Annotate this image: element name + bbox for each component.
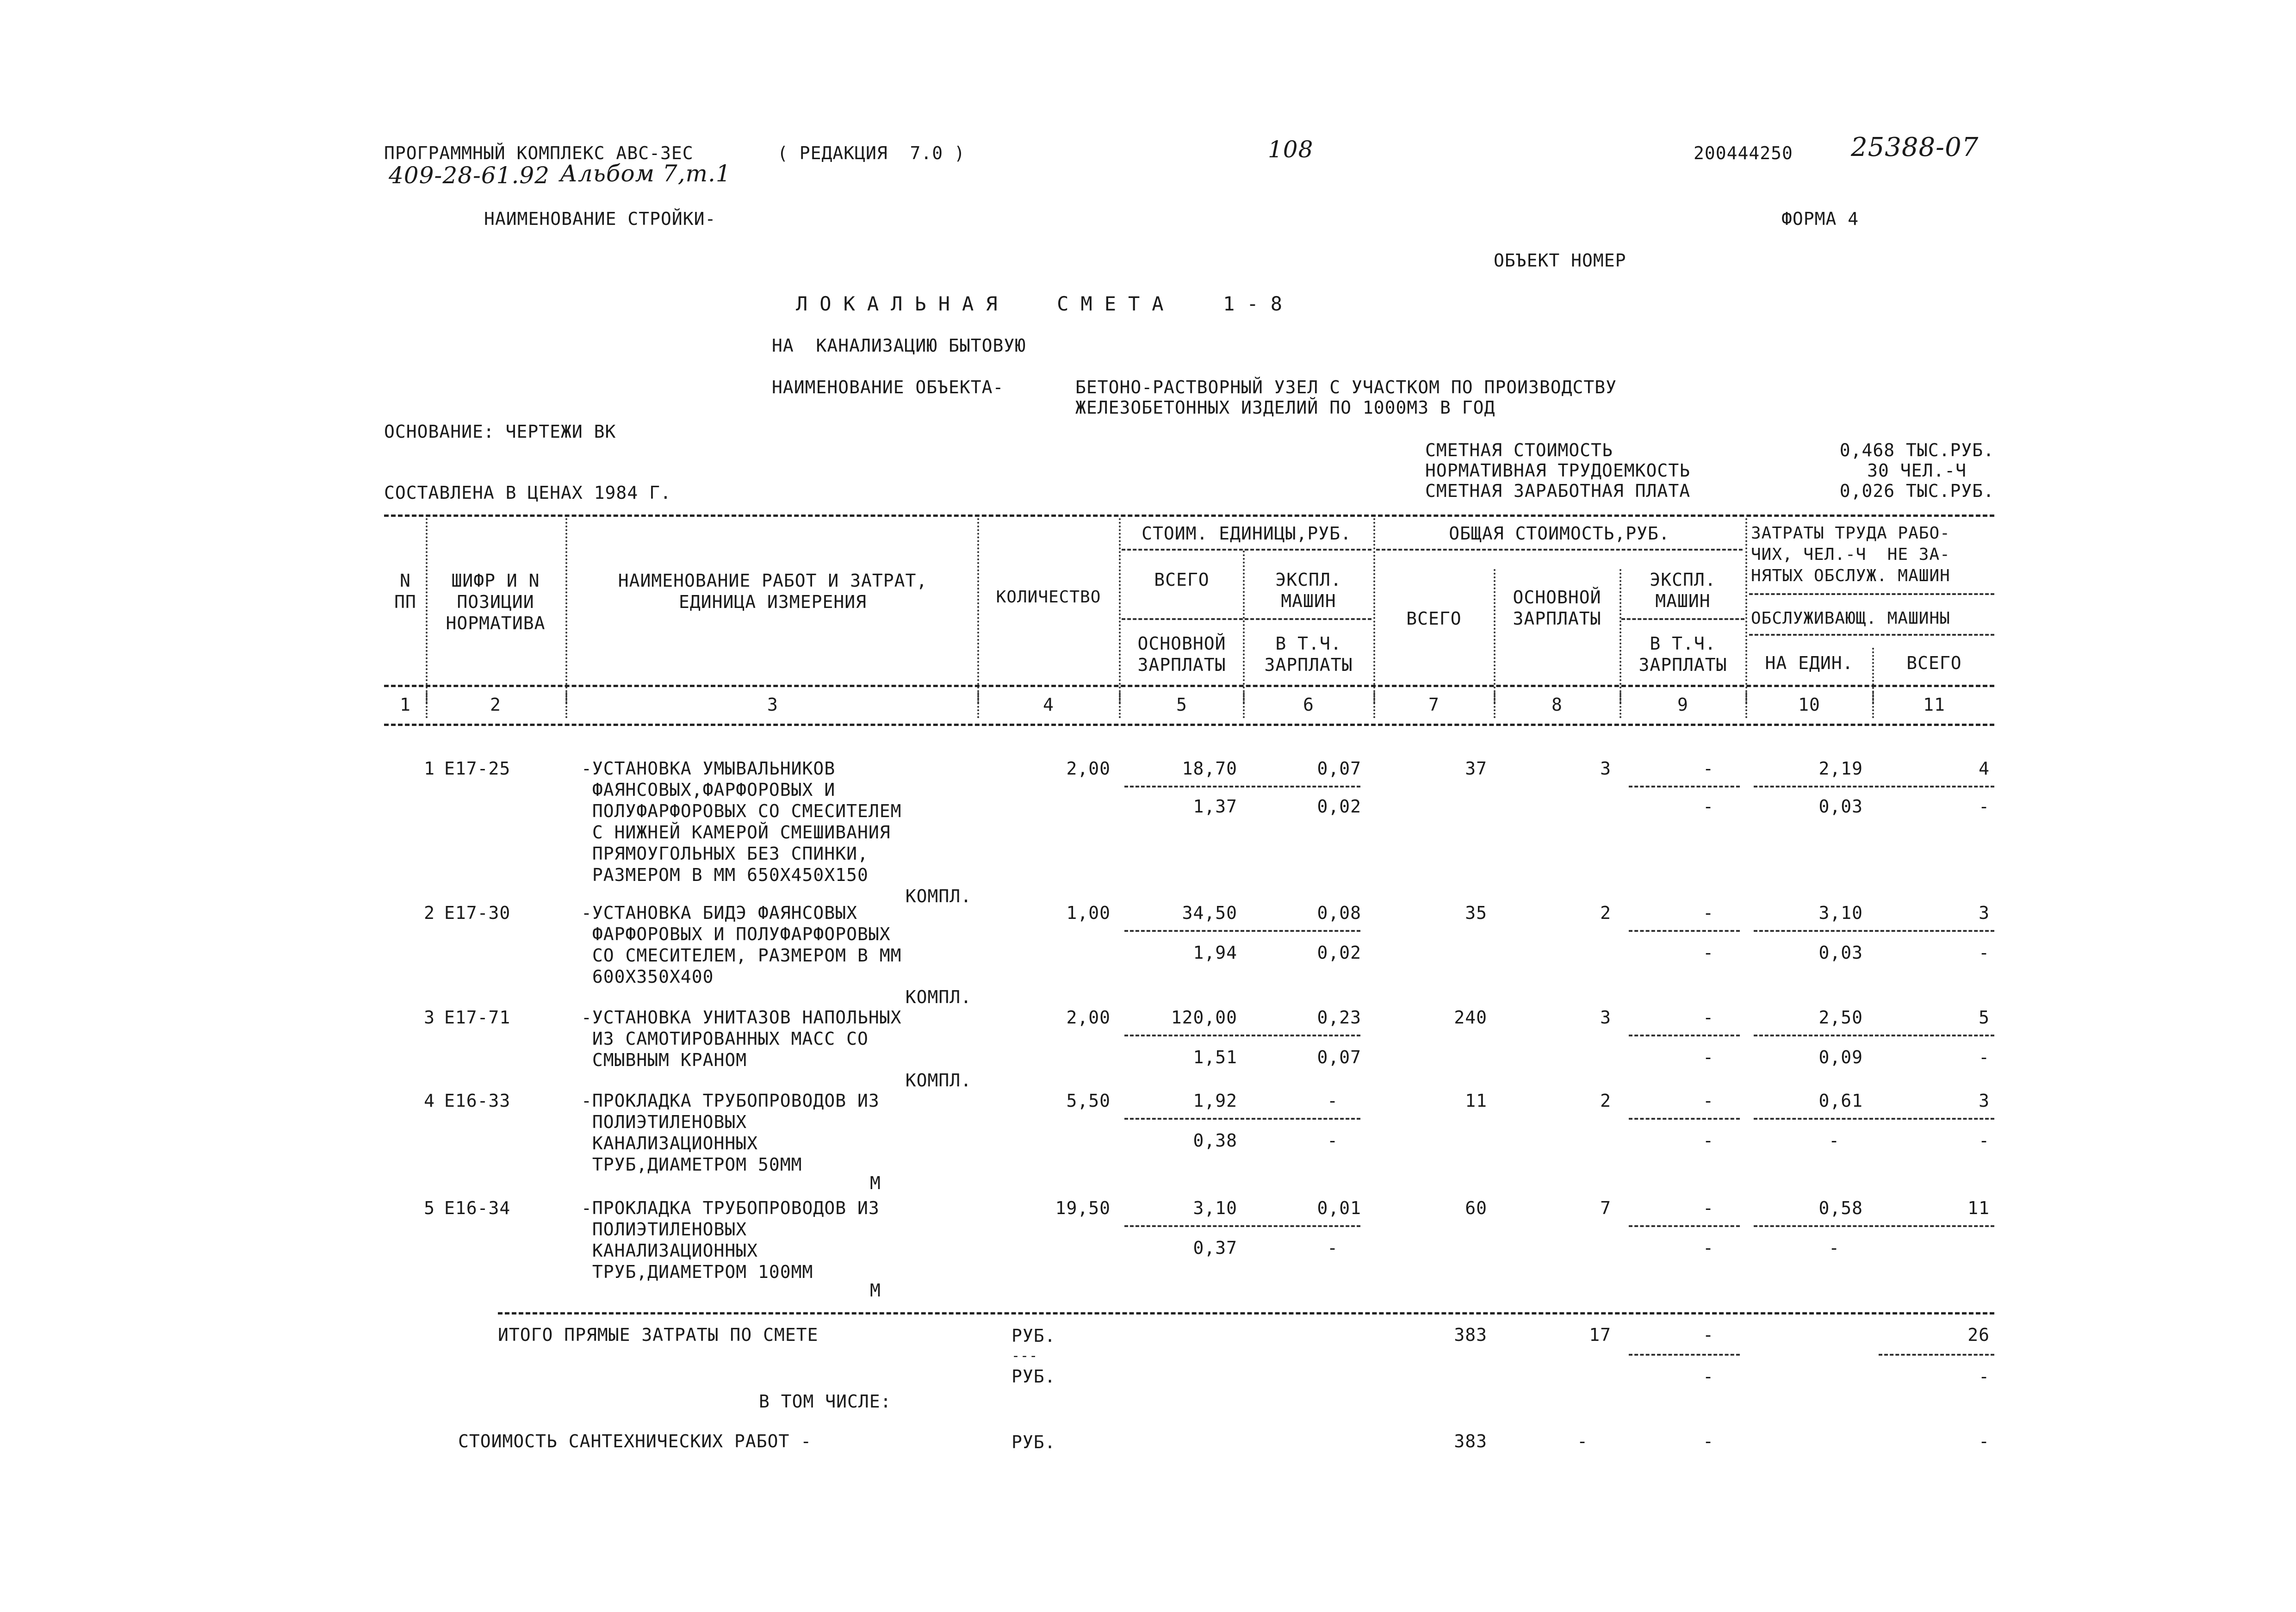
row-labor-service-unit: 0,03: [1818, 796, 1863, 817]
doc-code: 25388-07: [1851, 132, 1979, 162]
sanitary-wage: -: [1577, 1431, 1588, 1451]
row-quantity: 2,00: [1066, 1007, 1111, 1028]
labor-subheader: ОБСЛУЖИВАЮЩ. МАШИНЫ: [1751, 609, 1950, 628]
row-total-machine-wage: -: [1703, 1238, 1714, 1258]
totals-unit-separator: ---: [1011, 1348, 1038, 1364]
header-subline: [1122, 618, 1371, 620]
row-code: Е17-71: [444, 1007, 511, 1028]
row-total-machine-wage: -: [1703, 1047, 1714, 1067]
row-labor-service-unit: -: [1829, 1238, 1840, 1258]
row-total-wage: 2: [1600, 1091, 1611, 1111]
row-code: Е17-30: [444, 903, 511, 923]
row-unit-machines: 0,23: [1317, 1007, 1361, 1028]
cell-divider: [1124, 1118, 1360, 1120]
sanitary-label: СТОИМОСТЬ САНТЕХНИЧЕСКИХ РАБОТ -: [458, 1431, 812, 1451]
header-separator: [1119, 692, 1121, 718]
col-header-11: ВСЕГО: [1906, 653, 1962, 673]
row-total: 60: [1465, 1198, 1487, 1218]
row-unit-machines: 0,01: [1317, 1198, 1361, 1218]
header-separator: [1494, 692, 1496, 718]
row-total-wage: 3: [1600, 1007, 1611, 1028]
cell-divider: [1629, 1225, 1740, 1227]
header-separator: [1620, 692, 1621, 718]
numbers-bottom-line: [384, 724, 1994, 726]
totals-label: ИТОГО ПРЯМЫЕ ЗАТРАТЫ ПО СМЕТЕ: [498, 1325, 819, 1345]
album-label: Альбом 7,т.1: [560, 160, 731, 187]
row-labor-total: 11: [1967, 1198, 1990, 1218]
cell-divider: [1629, 1354, 1740, 1356]
row-total: 37: [1465, 758, 1487, 779]
row-unit-cost: 18,70: [1182, 758, 1237, 779]
code: 200444250: [1694, 143, 1793, 163]
header-separator: [565, 518, 567, 703]
sanitary-labor: -: [1979, 1431, 1990, 1451]
col-header-3: НАИМЕНОВАНИЕ РАБОТ И ЗАТРАТ, ЕДИНИЦА ИЗМЕРЕНИЯ: [618, 570, 928, 612]
row-unit-wage: 1,37: [1193, 796, 1237, 817]
row-total-machines: -: [1703, 1007, 1714, 1028]
row-labor-service-unit: 0,09: [1818, 1047, 1863, 1067]
cell-divider: [1879, 1354, 1994, 1356]
totals-machine-wage: -: [1703, 1366, 1714, 1387]
row-unit-wage: 0,38: [1193, 1130, 1237, 1151]
col-header-1: N ПП: [394, 570, 416, 612]
row-labor-unit: 2,50: [1818, 1007, 1863, 1028]
totals-unit: РУБ.: [1011, 1366, 1056, 1387]
col-header-5-top: ВСЕГО: [1154, 570, 1210, 590]
price-basis: СОСТАВЛЕНА В ЦЕНАХ 1984 Г.: [384, 483, 671, 503]
row-unit-wage: 1,94: [1193, 942, 1237, 963]
cost-label: СМЕТНАЯ СТОИМОСТЬ: [1425, 440, 1613, 460]
header-subline: [1749, 634, 1994, 636]
row-total-machines: -: [1703, 1091, 1714, 1111]
row-code: Е16-33: [444, 1091, 511, 1111]
cell-divider: [1124, 786, 1360, 787]
row-number: 3: [424, 1007, 435, 1028]
row-number: 5: [424, 1198, 435, 1218]
col-number: 8: [1551, 694, 1563, 715]
row-total-wage: 3: [1600, 758, 1611, 779]
row-unit-machine-wage: 0,02: [1317, 796, 1361, 817]
row-unit: М: [870, 1173, 881, 1193]
cell-divider: [1754, 930, 1994, 932]
sanitary-unit: РУБ.: [1011, 1432, 1056, 1452]
row-total-machine-wage: -: [1703, 1130, 1714, 1151]
album-ref: 409-28-61.92: [389, 162, 550, 189]
row-labor-service-unit: 0,03: [1818, 942, 1863, 963]
col-number: 10: [1798, 694, 1820, 715]
col-header-8: ОСНОВНОЙ ЗАРПЛАТЫ: [1513, 587, 1601, 629]
header-separator: [1745, 518, 1747, 703]
col-number: 1: [400, 694, 411, 715]
row-name: -ПРОКЛАДКА ТРУБОПРОВОДОВ ИЗ ПОЛИЭТИЛЕНОВЫХ КАНАЛИЗАЦИОННЫХ ТРУБ,ДИАМЕТРОМ 100ММ: [581, 1198, 880, 1282]
program-name: ПРОГРАММНЫЙ КОМПЛЕКС АВС-ЗЕС: [384, 143, 694, 163]
col-number: 11: [1923, 694, 1945, 715]
total-cost-header: ОБЩАЯ СТОИМОСТЬ,РУБ.: [1449, 523, 1670, 544]
labor-label: НОРМАТИВНАЯ ТРУДОЕМКОСТЬ: [1425, 460, 1691, 481]
header-separator: [1373, 692, 1375, 718]
row-labor-total: 3: [1979, 1091, 1990, 1111]
row-unit-machine-wage: 0,02: [1317, 942, 1361, 963]
row-name: -ПРОКЛАДКА ТРУБОПРОВОДОВ ИЗ ПОЛИЭТИЛЕНОВЫХ КАНАЛИЗАЦИОННЫХ ТРУБ,ДИАМЕТРОМ 50ММ: [581, 1091, 880, 1175]
cost-value: 0,468 ТЫС.РУБ.: [1839, 440, 1994, 460]
col-header-9-bottom: В Т.Ч. ЗАРПЛАТЫ: [1638, 633, 1727, 675]
row-labor-unit: 2,19: [1818, 758, 1863, 779]
row-labor-total: 4: [1979, 758, 1990, 779]
row-unit-machines: 0,08: [1317, 903, 1361, 923]
row-unit-cost: 120,00: [1171, 1007, 1237, 1028]
labor-value: 30 ЧЕЛ.-Ч: [1867, 460, 1967, 481]
row-labor-service-total: -: [1979, 1130, 1990, 1151]
row-quantity: 2,00: [1066, 758, 1111, 779]
basis: ОСНОВАНИЕ: ЧЕРТЕЖИ ВК: [384, 422, 616, 442]
header-separator: [426, 518, 428, 703]
row-labor-unit: 0,61: [1818, 1091, 1863, 1111]
cell-divider: [1754, 1035, 1994, 1036]
cell-divider: [1629, 1035, 1740, 1036]
cell-divider: [1629, 1118, 1740, 1120]
object-name-line1: БЕТОНО-РАСТВОРНЫЙ УЗЕЛ С УЧАСТКОМ ПО ПРОИЗВОДСТВУ: [1075, 377, 1617, 397]
cell-divider: [1754, 1118, 1994, 1120]
row-unit-machine-wage: 0,07: [1317, 1047, 1361, 1067]
header-separator: [977, 518, 979, 703]
header-separator: [1243, 692, 1245, 718]
col-number: 9: [1677, 694, 1688, 715]
totals-labor-service: -: [1979, 1366, 1990, 1387]
row-quantity: 5,50: [1066, 1091, 1111, 1111]
totals-value: 383: [1454, 1325, 1487, 1345]
row-unit-machines: 0,07: [1317, 758, 1361, 779]
row-unit: КОМПЛ.: [905, 886, 972, 906]
row-unit-wage: 0,37: [1193, 1238, 1237, 1258]
row-code: Е16-34: [444, 1198, 511, 1218]
totals-wage: 17: [1589, 1325, 1611, 1345]
row-labor-service-total: -: [1979, 942, 1990, 963]
totals-top-line: [498, 1312, 1994, 1314]
edition: ( РЕДАКЦИЯ 7.0 ): [777, 143, 965, 163]
row-number: 2: [424, 903, 435, 923]
row-unit-machines: -: [1327, 1091, 1338, 1111]
row-unit-cost: 3,10: [1193, 1198, 1237, 1218]
col-header-6-top: ЭКСПЛ. МАШИН: [1275, 570, 1342, 611]
cell-divider: [1124, 1225, 1360, 1227]
col-header-4: КОЛИЧЕСТВО: [996, 588, 1101, 607]
row-total-machine-wage: -: [1703, 796, 1714, 817]
cell-divider: [1124, 930, 1360, 932]
construction-label: НАИМЕНОВАНИЕ СТРОЙКИ-: [484, 209, 716, 229]
row-unit-machine-wage: -: [1327, 1130, 1338, 1151]
document-title: ЛОКАЛЬНАЯ СМЕТА 1-8: [796, 292, 1295, 315]
row-name: -УСТАНОВКА БИДЭ ФАЯНСОВЫХ ФАРФОРОВЫХ И ПОЛУФАРФОРОВЫХ СО СМЕСИТЕЛЕМ, РАЗМЕРОМ В ММ 600Х350Х400: [581, 903, 902, 987]
row-unit: М: [870, 1280, 881, 1301]
col-header-6-bottom: В Т.Ч. ЗАРПЛАТЫ: [1264, 633, 1353, 675]
row-number: 1: [424, 758, 435, 779]
document-subject: НА КАНАЛИЗАЦИЮ БЫТОВУЮ: [772, 335, 1026, 356]
object-name-label: НАИМЕНОВАНИЕ ОБЪЕКТА-: [772, 377, 1004, 397]
row-code: Е17-25: [444, 758, 511, 779]
row-total-wage: 2: [1600, 903, 1611, 923]
col-header-7: ВСЕГО: [1406, 608, 1462, 629]
header-separator: [1373, 518, 1375, 703]
header-separator: [565, 692, 567, 718]
wage-label: СМЕТНАЯ ЗАРАБОТНАЯ ПЛАТА: [1425, 481, 1691, 501]
sanitary-machines: -: [1703, 1431, 1714, 1451]
cell-divider: [1629, 930, 1740, 932]
header-subline: [1376, 549, 1743, 551]
col-header-10: НА ЕДИН.: [1765, 653, 1854, 673]
row-labor-unit: 0,58: [1818, 1198, 1863, 1218]
row-labor-total: 5: [1979, 1007, 1990, 1028]
object-label: ОБЪЕКТ НОМЕР: [1494, 250, 1626, 271]
header-separator: [977, 692, 979, 718]
row-unit-machine-wage: -: [1327, 1238, 1338, 1258]
unit-cost-header: СТОИМ. ЕДИНИЦЫ,РУБ.: [1142, 523, 1352, 544]
row-unit-cost: 1,92: [1193, 1091, 1237, 1111]
col-number: 6: [1303, 694, 1314, 715]
row-labor-service-unit: -: [1829, 1130, 1840, 1151]
totals-labor: 26: [1967, 1325, 1990, 1345]
col-number: 3: [767, 694, 778, 715]
row-unit-cost: 34,50: [1182, 903, 1237, 923]
page-number: 108: [1268, 136, 1314, 163]
row-labor-service-total: -: [1979, 1047, 1990, 1067]
object-name-line2: ЖЕЛЕЗОБЕТОННЫХ ИЗДЕЛИЙ ПО 1000М3 В ГОД: [1075, 397, 1496, 418]
row-unit-wage: 1,51: [1193, 1047, 1237, 1067]
row-total-wage: 7: [1600, 1198, 1611, 1218]
header-separator: [1243, 551, 1245, 703]
row-labor-service-total: -: [1979, 796, 1990, 817]
row-unit: КОМПЛ.: [905, 987, 972, 1007]
header-subline: [1122, 549, 1371, 551]
cell-divider: [1124, 1035, 1360, 1036]
totals-unit: РУБ.: [1011, 1326, 1056, 1346]
header-separator: [1745, 692, 1747, 718]
row-quantity: 1,00: [1066, 903, 1111, 923]
col-number: 4: [1043, 694, 1054, 715]
form-label: ФОРМА 4: [1781, 209, 1859, 229]
row-labor-unit: 3,10: [1818, 903, 1863, 923]
header-separator: [1872, 692, 1874, 718]
row-number: 4: [424, 1091, 435, 1111]
row-total-machine-wage: -: [1703, 942, 1714, 963]
col-header-5-bottom: ОСНОВНОЙ ЗАРПЛАТЫ: [1137, 633, 1226, 675]
sanitary-value: 383: [1454, 1431, 1487, 1451]
row-total: 240: [1454, 1007, 1487, 1028]
row-labor-total: 3: [1979, 903, 1990, 923]
cell-divider: [1754, 1225, 1994, 1227]
totals-machines: -: [1703, 1325, 1714, 1345]
header-separator: [1119, 518, 1121, 703]
header-bottom-line: [384, 685, 1994, 687]
col-header-2: ШИФР И N ПОЗИЦИИ НОРМАТИВА: [446, 570, 546, 633]
col-header-9-top: ЭКСПЛ. МАШИН: [1650, 570, 1716, 611]
cell-divider: [1754, 786, 1994, 787]
col-number: 5: [1176, 694, 1187, 715]
row-total-machines: -: [1703, 1198, 1714, 1218]
row-unit: КОМПЛ.: [905, 1070, 972, 1091]
row-name: -УСТАНОВКА УНИТАЗОВ НАПОЛЬНЫХ ИЗ САМОТИРОВАННЫХ МАСС СО СМЫВНЫМ КРАНОМ: [581, 1007, 902, 1070]
table-top-line: [384, 515, 1994, 517]
header-subline: [1621, 618, 1744, 620]
labor-header: ЗАТРАТЫ ТРУДА РАБО- ЧИХ, ЧЕЛ.-Ч НЕ ЗА- НЯТЫХ ОБСЛУЖ. МАШИН: [1751, 524, 1950, 585]
row-total-machines: -: [1703, 903, 1714, 923]
including-label: В ТОМ ЧИСЛЕ:: [759, 1391, 892, 1412]
row-total: 11: [1465, 1091, 1487, 1111]
row-total: 35: [1465, 903, 1487, 923]
row-total-machines: -: [1703, 758, 1714, 779]
row-name: -УСТАНОВКА УМЫВАЛЬНИКОВ ФАЯНСОВЫХ,ФАРФОРОВЫХ И ПОЛУФАРФОРОВЫХ СО СМЕСИТЕЛЕМ С НИЖНЕЙ КАМЕРОЙ СМЕШИВАНИЯ ПРЯМОУГОЛЬНЫХ БЕЗ СПИНКИ, РАЗМЕРОМ В ММ 650Х450Х150: [581, 758, 902, 885]
row-quantity: 19,50: [1055, 1198, 1111, 1218]
col-number: 7: [1428, 694, 1440, 715]
col-number: 2: [490, 694, 501, 715]
cell-divider: [1629, 786, 1740, 787]
wage-value: 0,026 ТЫС.РУБ.: [1839, 481, 1994, 501]
header-subline: [1749, 593, 1994, 595]
header-separator: [426, 692, 428, 718]
